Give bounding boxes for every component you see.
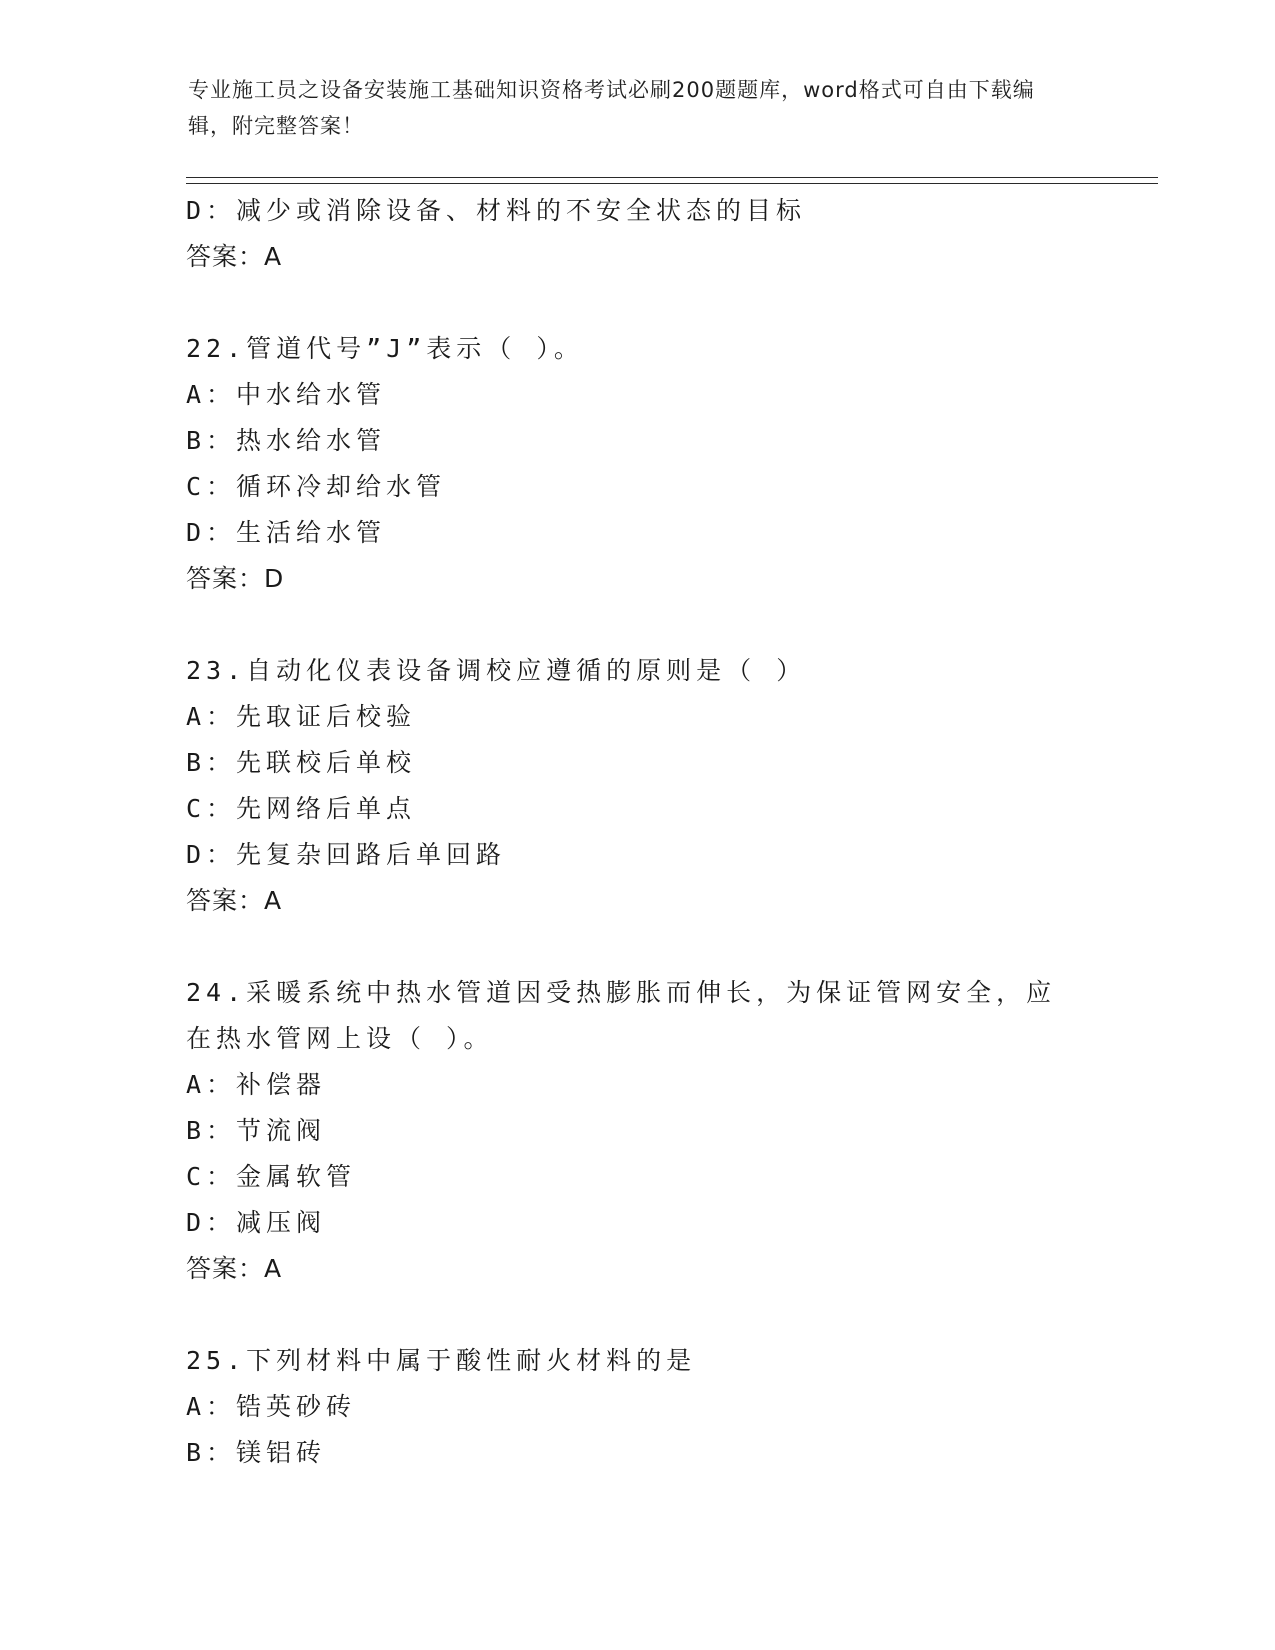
question-stem: 24.采暖系统中热水管道因受热膨胀而伸长，为保证管网安全，应在热水管网上设（ ）。 — [186, 978, 1057, 1053]
spacer — [186, 1292, 1086, 1338]
question-list — [186, 188, 1086, 1476]
option-c: C：先网络后单点 — [186, 794, 417, 823]
spacer — [186, 280, 1086, 326]
option-b: B：先联校后单校 — [186, 748, 417, 777]
answer: 答案：A — [186, 242, 283, 271]
option-c: C：循环冷却给水管 — [186, 472, 447, 501]
document-header: 专业施工员之设备安装施工基础知识资格考试必刷200题题库，word格式可自由下载编辑，附完整答案！ — [188, 78, 1035, 138]
option-a: A：中水给水管 — [186, 380, 387, 409]
option-a: A：先取证后校验 — [186, 702, 417, 731]
option-d: D：减少或消除设备、材料的不安全状态的目标 — [186, 196, 807, 225]
option-b: B：节流阀 — [186, 1116, 327, 1145]
option-d: D：减压阀 — [186, 1208, 327, 1237]
option-a: A：锆英砂砖 — [186, 1392, 357, 1421]
header-divider-top — [186, 177, 1158, 178]
answer: 答案：A — [186, 886, 283, 915]
option-b: B：镁铝砖 — [186, 1438, 327, 1467]
previous-question-tail — [186, 188, 1086, 280]
option-d: D：先复杂回路后单回路 — [186, 840, 507, 869]
question-22 — [186, 326, 1086, 602]
question-stem: 23.自动化仪表设备调校应遵循的原则是（ ） — [186, 656, 807, 685]
spacer — [186, 924, 1086, 970]
option-a: A：补偿器 — [186, 1070, 327, 1099]
option-b: B：热水给水管 — [186, 426, 387, 455]
question-25 — [186, 1338, 1086, 1476]
option-c: C：金属软管 — [186, 1162, 357, 1191]
answer: 答案：D — [186, 564, 285, 593]
question-23 — [186, 648, 1086, 924]
option-d: D：生活给水管 — [186, 518, 387, 547]
question-stem: 22.管道代号”J”表示（ ）。 — [186, 334, 584, 363]
question-24 — [186, 970, 1086, 1292]
question-stem: 25.下列材料中属于酸性耐火材料的是 — [186, 1346, 697, 1375]
header-divider-bottom — [186, 183, 1158, 184]
answer: 答案：A — [186, 1254, 283, 1283]
spacer — [186, 602, 1086, 648]
